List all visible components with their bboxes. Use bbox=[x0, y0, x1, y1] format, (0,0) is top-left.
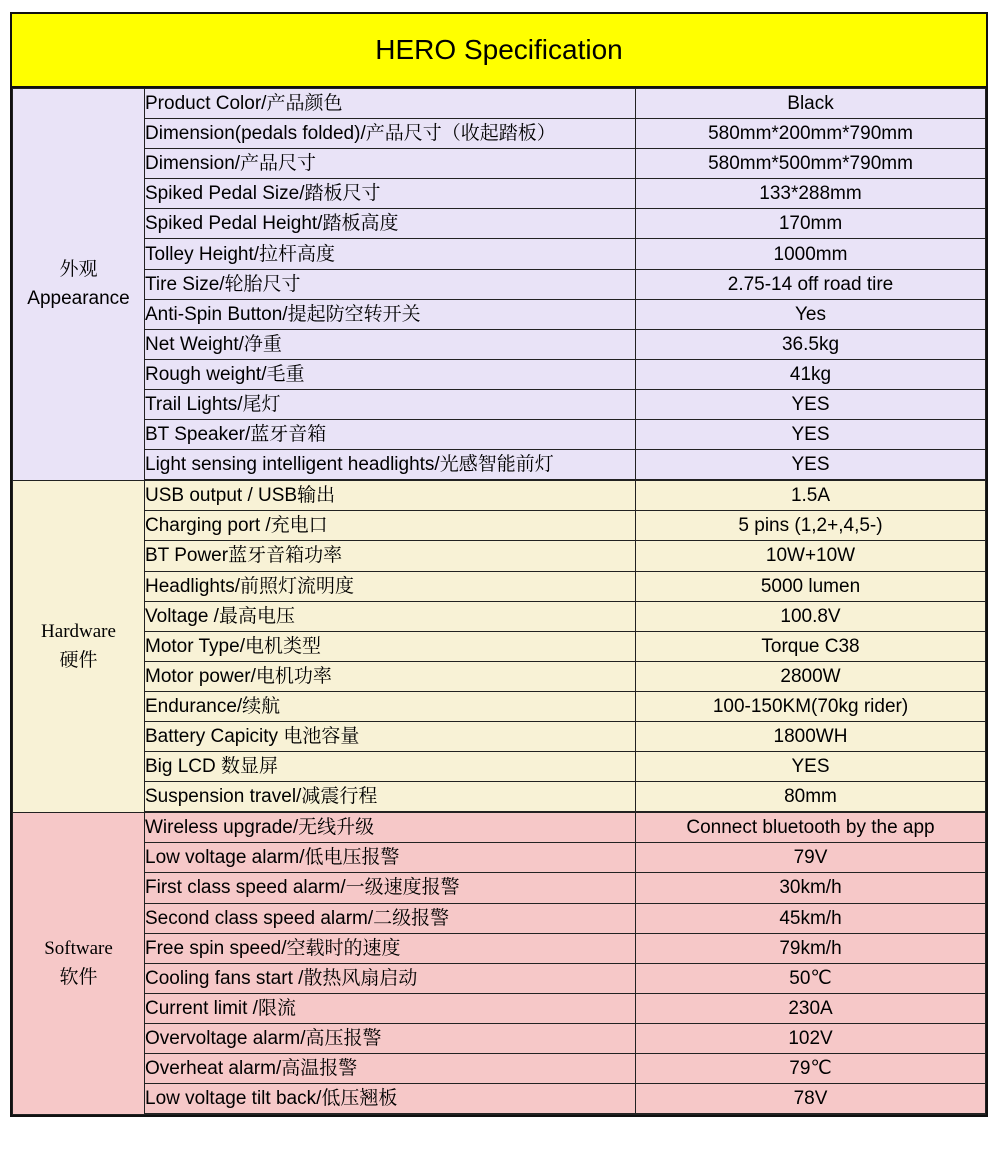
table-row bbox=[13, 601, 986, 631]
table-row bbox=[13, 119, 986, 149]
spec-item-value: 102V bbox=[636, 1023, 986, 1053]
table-row bbox=[13, 721, 986, 751]
spec-sheet bbox=[10, 12, 988, 1117]
spec-item-label: Low voltage alarm/低电压报警 bbox=[145, 843, 636, 873]
spec-item-value: 580mm*200mm*790mm bbox=[636, 119, 986, 149]
table-row bbox=[13, 179, 986, 209]
section-label-software bbox=[13, 812, 145, 1114]
spec-item-value: 230A bbox=[636, 993, 986, 1023]
spec-item-label: Battery Capicity 电池容量 bbox=[145, 721, 636, 751]
table-row bbox=[13, 1084, 986, 1115]
spec-item-value: 79km/h bbox=[636, 933, 986, 963]
table-row bbox=[13, 691, 986, 721]
spec-item-label: Net Weight/净重 bbox=[145, 329, 636, 359]
spec-item-value: 2.75-14 off road tire bbox=[636, 269, 986, 299]
table-row bbox=[13, 89, 986, 119]
spec-item-label: Trail Lights/尾灯 bbox=[145, 389, 636, 419]
table-row bbox=[13, 631, 986, 661]
spec-item-label: BT Power蓝牙音箱功率 bbox=[145, 541, 636, 571]
spec-item-value: 5 pins (1,2+,4,5-) bbox=[636, 511, 986, 541]
spec-item-label: Free spin speed/空载时的速度 bbox=[145, 933, 636, 963]
spec-item-label: Spiked Pedal Height/踏板高度 bbox=[145, 209, 636, 239]
table-row bbox=[13, 269, 986, 299]
spec-item-label: First class speed alarm/一级速度报警 bbox=[145, 873, 636, 903]
spec-item-value: 80mm bbox=[636, 782, 986, 813]
table-row bbox=[13, 571, 986, 601]
spec-item-label: Motor power/电机功率 bbox=[145, 661, 636, 691]
table-row bbox=[13, 541, 986, 571]
spec-item-label: Product Color/产品颜色 bbox=[145, 89, 636, 119]
spec-item-label: Current limit /限流 bbox=[145, 993, 636, 1023]
spec-item-value: 1.5A bbox=[636, 480, 986, 511]
spec-table-body bbox=[13, 89, 986, 1115]
table-row bbox=[13, 420, 986, 450]
spec-item-value: 36.5kg bbox=[636, 329, 986, 359]
table-row bbox=[13, 1023, 986, 1053]
spec-item-label: Spiked Pedal Size/踏板尺寸 bbox=[145, 179, 636, 209]
table-row bbox=[13, 480, 986, 511]
spec-item-value: 580mm*500mm*790mm bbox=[636, 149, 986, 179]
spec-item-label: Charging port /充电口 bbox=[145, 511, 636, 541]
table-row bbox=[13, 359, 986, 389]
spec-item-value: YES bbox=[636, 450, 986, 481]
spec-item-value: 133*288mm bbox=[636, 179, 986, 209]
spec-item-value: 2800W bbox=[636, 661, 986, 691]
spec-item-value: 1800WH bbox=[636, 721, 986, 751]
table-row bbox=[13, 661, 986, 691]
spec-item-label: Motor Type/电机类型 bbox=[145, 631, 636, 661]
section-chinese-label: 软件 bbox=[59, 967, 98, 989]
spec-item-value: YES bbox=[636, 389, 986, 419]
spec-item-value: 10W+10W bbox=[636, 541, 986, 571]
spec-item-label: Rough weight/毛重 bbox=[145, 359, 636, 389]
table-row bbox=[13, 782, 986, 813]
table-row bbox=[13, 149, 986, 179]
section-chinese-label: 外观 bbox=[59, 259, 98, 281]
spec-item-value: Black bbox=[636, 89, 986, 119]
spec-item-label: Second class speed alarm/二级报警 bbox=[145, 903, 636, 933]
table-row bbox=[13, 963, 986, 993]
spec-item-label: Voltage /最高电压 bbox=[145, 601, 636, 631]
table-row bbox=[13, 812, 986, 843]
spec-item-label: BT Speaker/蓝牙音箱 bbox=[145, 420, 636, 450]
table-row bbox=[13, 450, 986, 481]
spec-item-value: 1000mm bbox=[636, 239, 986, 269]
spec-item-label: Suspension travel/减震行程 bbox=[145, 782, 636, 813]
spec-item-value: 100-150KM(70kg rider) bbox=[636, 691, 986, 721]
table-row bbox=[13, 299, 986, 329]
spec-item-value: 30km/h bbox=[636, 873, 986, 903]
title-bar bbox=[12, 14, 986, 88]
spec-item-value: 45km/h bbox=[636, 903, 986, 933]
spec-item-value: YES bbox=[636, 752, 986, 782]
spec-item-value: YES bbox=[636, 420, 986, 450]
spec-table bbox=[12, 88, 986, 1115]
table-row bbox=[13, 239, 986, 269]
section-label-hardware bbox=[13, 480, 145, 812]
spec-item-value: 5000 lumen bbox=[636, 571, 986, 601]
spec-item-label: Tolley Height/拉杆高度 bbox=[145, 239, 636, 269]
table-row bbox=[13, 993, 986, 1023]
table-row bbox=[13, 209, 986, 239]
table-row bbox=[13, 329, 986, 359]
spec-item-value: 78V bbox=[636, 1084, 986, 1115]
table-row bbox=[13, 389, 986, 419]
table-row bbox=[13, 843, 986, 873]
spec-item-value: Torque C38 bbox=[636, 631, 986, 661]
page-title: HERO Specification bbox=[375, 34, 623, 65]
spec-item-label: Light sensing intelligent headlights/光感智能前灯 bbox=[145, 450, 636, 481]
spec-item-value: 170mm bbox=[636, 209, 986, 239]
spec-item-label: Cooling fans start /散热风扇启动 bbox=[145, 963, 636, 993]
spec-item-label: Big LCD 数显屏 bbox=[145, 752, 636, 782]
spec-item-label: Overheat alarm/高温报警 bbox=[145, 1054, 636, 1084]
table-row bbox=[13, 752, 986, 782]
section-english-label: Software bbox=[44, 938, 113, 960]
table-row bbox=[13, 903, 986, 933]
spec-item-label: USB output / USB输出 bbox=[145, 480, 636, 511]
table-row bbox=[13, 873, 986, 903]
section-english-label: Hardware bbox=[41, 621, 116, 643]
spec-item-value: 79℃ bbox=[636, 1054, 986, 1084]
section-chinese-label: 硬件 bbox=[59, 650, 98, 672]
section-label-appearance bbox=[13, 89, 145, 481]
table-row bbox=[13, 933, 986, 963]
spec-item-label: Tire Size/轮胎尺寸 bbox=[145, 269, 636, 299]
spec-item-value: 50℃ bbox=[636, 963, 986, 993]
spec-item-value: 100.8V bbox=[636, 601, 986, 631]
spec-item-label: Dimension(pedals folded)/产品尺寸（收起踏板） bbox=[145, 119, 636, 149]
table-row bbox=[13, 511, 986, 541]
table-row bbox=[13, 1054, 986, 1084]
spec-item-label: Dimension/产品尺寸 bbox=[145, 149, 636, 179]
spec-item-value: 79V bbox=[636, 843, 986, 873]
spec-item-label: Wireless upgrade/无线升级 bbox=[145, 812, 636, 843]
spec-item-value: Yes bbox=[636, 299, 986, 329]
spec-item-label: Overvoltage alarm/高压报警 bbox=[145, 1023, 636, 1053]
spec-item-label: Headlights/前照灯流明度 bbox=[145, 571, 636, 601]
spec-item-label: Low voltage tilt back/低压翘板 bbox=[145, 1084, 636, 1115]
section-english-label: Appearance bbox=[27, 288, 130, 310]
spec-item-label: Anti-Spin Button/提起防空转开关 bbox=[145, 299, 636, 329]
spec-item-value: Connect bluetooth by the app bbox=[636, 812, 986, 843]
spec-item-value: 41kg bbox=[636, 359, 986, 389]
spec-item-label: Endurance/续航 bbox=[145, 691, 636, 721]
